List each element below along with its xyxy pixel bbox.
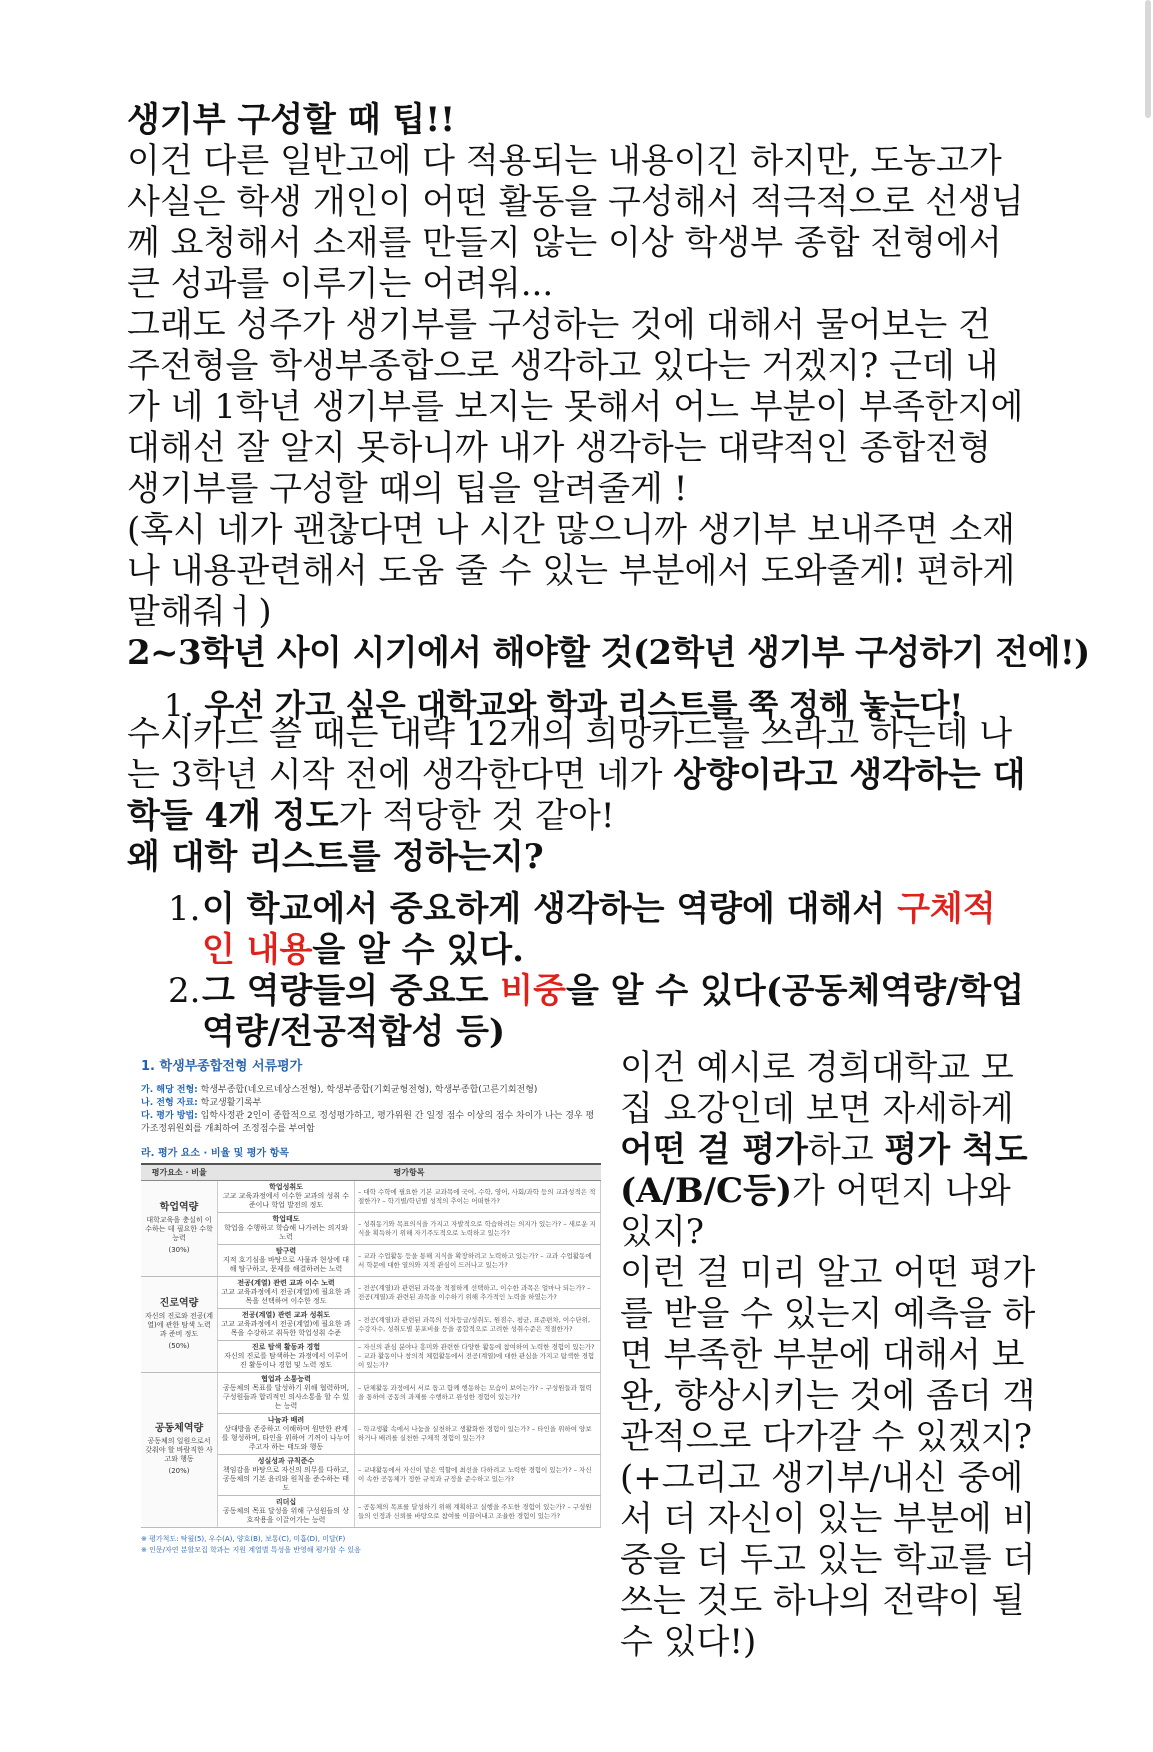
item-cell: 학업성취도 고교 교육과정에서 이수한 교과의 성취 수준이나 학업 발전의 정도 [218, 1181, 355, 1213]
area-cell: 진로역량 자신의 진로와 전공(계열)에 관한 탐색 노력과 준비 정도 (50%) [141, 1277, 218, 1373]
step-1-text: 우선 가고 싶은 대학교와 학과 리스트를 쭉 정해 놓는다! [204, 688, 964, 724]
table-row [141, 1181, 601, 1213]
card-text-after: 가 적당한 것 같아! [338, 796, 615, 836]
document-body [127, 100, 1090, 878]
desc-cell: – 교내활동에서 자신이 맡은 역할에 최선을 다하려고 노력한 경험이 있는가? – 자신이 속한 공동체가 정한 규칙과 규정을 준수하고 있는가? [355, 1455, 601, 1496]
scan-title: 1. 학생부종합전형 서류평가 [141, 1059, 303, 1074]
step-1 [164, 686, 963, 726]
col-items: 평가항목 [218, 1164, 601, 1181]
scan-footnote: ※ 평가척도: 탁월(5), 우수(A), 양호(B), 보통(C), 미흡(D), 미달(F) [141, 1535, 346, 1543]
card-paragraph [127, 714, 1027, 837]
desc-cell: – 자신의 관심 분야나 흥미와 관련한 다양한 활동에 참여하여 노력한 경험이 있는가? – 교과 활동이나 창의적 체험활동에서 전공(계열)에 대한 관심을 가지고 탐색한 경험이 있는가? [355, 1341, 601, 1373]
reason-highlight: 구체적인 내용 [202, 889, 996, 970]
table-row [141, 1373, 601, 1414]
desc-cell: – 성취동기와 목표의식을 가지고 자발적으로 학습하려는 의지가 있는가? – 새로운 지식을 획득하기 위해 자기주도적으로 노력하고 있는가? [355, 1213, 601, 1245]
section-heading: 2~3학년 사이 시기에서 해야할 것(2학년 생기부 구성하기 전에!) [127, 633, 1090, 673]
table-row [141, 1277, 601, 1309]
evaluation-table [141, 1163, 601, 1528]
desc-cell: – 학교생활 속에서 나눔을 실천하고 생활화한 경험이 있는가? – 타인을 위하여 양보하거나 배려를 실천한 구체적 경험이 있는가? [355, 1414, 601, 1455]
desc-cell: – 전공(계열)과 관련된 과목을 적절하게 선택하고, 이수한 과목은 얼마나 되는가? – 전공(계열)과 관련된 과목을 이수하기 위해 추가적인 노력을 하였는가? [355, 1277, 601, 1309]
reason-number: 1. [168, 889, 201, 929]
intro-paragraph-2: 그래도 성주가 생기부를 구성하는 것에 대해서 물어보는 건 주전형을 학생부종합으로 생각하고 있다는 거겠지? 근데 내가 네 1학년 생기부를 보지는 못해서 어느 부분이 부족한지에 대해선 잘 알지 못하니까 내가 생각하는 대략적인 종합전형 생기부를 구성할 때의 팁을 알려줄게 ! [127, 305, 1024, 509]
item-cell: 리더십 공동체의 목표 달성을 위해 구성원들의 상호작용을 이끌어가는 능력 [218, 1496, 355, 1528]
area-cell: 학업역량 대학교육을 충실히 이수하는 데 필요한 수학 능력 (30%) [141, 1181, 218, 1277]
item-cell: 학업태도 학업을 수행하고 학습해 나가려는 의지와 노력 [218, 1213, 355, 1245]
item-cell: 전공(계열) 관련 교과 이수 노력 고교 교육과정에서 전공(계열)에 필요한 과목을 선택하여 이수한 정도 [218, 1277, 355, 1309]
side-paragraph-1: 이건 예시로 경희대학교 모집 요강인데 보면 자세하게 어떤 걸 평가하고 평가 척도(A/B/C등)가 어떤지 나와있지? [620, 1048, 1028, 1252]
desc-cell: – 교과 수업활동 등을 통해 지식을 확장하려고 노력하고 있는가? – 교과 수업활동에서 학문에 대한 열의와 지적 관심이 드러나고 있는가? [355, 1245, 601, 1277]
desc-cell: – 단체활동 과정에서 서로 돕고 함께 행동하는 모습이 보이는가? – 구성원들과 협력을 통하여 공동의 과제를 수행하고 완성한 경험이 있는가? [355, 1373, 601, 1414]
scan-line: 나. 전형 자료: 학교생활기록부 [141, 1098, 262, 1108]
item-cell: 협업과 소통능력 공동체의 목표를 달성하기 위해 협력하며, 구성원들과 합리적인 의사소통을 할 수 있는 능력 [218, 1373, 355, 1414]
reason-text-end: 을 알 수 있다. [312, 930, 524, 970]
side-notes [620, 1048, 1040, 1663]
item-cell: 진로 탐색 활동과 경험 자신의 진로를 탐색하는 과정에서 이루어진 활동이나 경험 및 노력 정도 [218, 1341, 355, 1373]
card-text-bold: 상향이라고 생각하는 대학들 4개 정도 [127, 755, 1026, 836]
item-cell: 성실성과 규칙준수 책임감을 바탕으로 자신의 의무를 다하고, 공동체의 기본 윤리와 원칙을 준수하는 태도 [218, 1455, 355, 1496]
scan-line: 가. 해당 전형: 학생부종합(네오르네상스전형), 학생부종합(기회균형전형), 학생부종합(고른기회전형) [141, 1085, 538, 1095]
admission-guide-image [141, 1055, 601, 1650]
scan-line: 다. 평가 방법: 입학사정관 2인이 종합적으로 정성평가하고, 평가위원 간 일정 점수 이상의 점수 차이가 나는 경우 평가조정위원회를 개최하여 조정점수를 부여함 [141, 1111, 595, 1134]
reason-text: 이 학교에서 중요하게 생각하는 역량에 대해서 [202, 889, 898, 929]
step-1-number: 1. [164, 688, 194, 724]
reason-highlight: 비중 [500, 971, 566, 1011]
reason-text: 그 역량들의 중요도 [202, 971, 501, 1011]
reasons-list [168, 889, 1028, 1053]
desc-cell: – 대학 수학에 필요한 기본 교과목에 국어, 수학, 영어, 사회/과학 등의 교과성적은 적절한가? – 학기별/학년별 성적의 추이는 어떠한가? [355, 1181, 601, 1213]
item-cell: 탐구력 지적 호기심을 바탕으로 사물과 현상에 대해 탐구하고, 문제를 해결하려는 노력 [218, 1245, 355, 1277]
side-paragraph-2: 이런 걸 미리 알고 어떤 평가를 받을 수 있는지 예측을 하면 부족한 부분에 대해서 보완, 향상시키는 것에 좀더 객관적으로 다가갈 수 있겠지? [620, 1253, 1036, 1457]
reason-number: 2. [168, 971, 201, 1011]
intro-paragraph-1: 이건 다른 일반고에 다 적용되는 내용이긴 하지만, 도농고가 사실은 학생 개인이 어떤 활동을 구성해서 적극적으로 선생님께 요청해서 소재를 만들지 않는 이상 학생부 종합 전형에서 큰 성과를 이루기는 어려워... [127, 141, 1024, 304]
card-text-before: 수시카드 쓸 때는 대략 12개의 희망카드를 쓰라고 하는데 나는 3학년 시작 전에 생각한다면 네가 [127, 714, 1013, 795]
why-heading: 왜 대학 리스트를 정하는지? [127, 837, 544, 877]
side-paragraph-3: (+그리고 생기부/내신 중에서 더 자신이 있는 부분에 비중을 더 두고 있는 학교를 더 쓰는 것도 하나의 전략이 될 수 있다!) [620, 1458, 1036, 1662]
page-title: 생기부 구성할 때 팁!! [127, 100, 456, 140]
item-cell: 전공(계열) 관련 교과 성취도 고교 교육과정에서 전공(계열)에 필요한 과목을 수강하고 취득한 학업성취 수준 [218, 1309, 355, 1341]
intro-paragraph-3: (혹시 네가 괜찮다면 나 시간 많으니까 생기부 보내주면 소재나 내용관련해서 도움 줄 수 있는 부분에서 도와줄게! 편하게 말해줘ㅓ) [127, 510, 1016, 632]
area-cell: 공동체역량 공동체의 일원으로서 갖춰야 할 바람직한 사고와 행동 (20%) [141, 1373, 218, 1528]
desc-cell: – 전공(계열)과 관련된 과목의 석차등급/성취도, 원점수, 평균, 표준편차, 이수단위, 수강자수, 성취도별 분포비율 등을 종합적으로 고려한 성취수준은 적절한가? [355, 1309, 601, 1341]
reason-text-end: 을 알 수 있다(공동체역량/학업역량/전공적합성 등) [202, 971, 1025, 1052]
col-area: 평가요소 · 비율 [141, 1164, 218, 1181]
reason-item [168, 971, 1028, 1053]
scan-subhead: 라. 평가 요소 · 비율 및 평가 항목 [141, 1148, 289, 1159]
reason-item [168, 889, 1028, 971]
item-cell: 나눔과 배려 상대방을 존중하고 이해하며 원만한 관계를 형성하며, 타인을 위하여 기꺼이 나누어 주고자 하는 태도와 행동 [218, 1414, 355, 1455]
scan-footnote: ※ 인문/자연 분할모집 학과는 지원 계열별 특성을 반영해 평가할 수 있음 [141, 1546, 361, 1554]
scrollbar[interactable] [1145, 0, 1151, 118]
desc-cell: – 공동체의 목표를 달성하기 위해 계획하고 실행을 주도한 경험이 있는가? – 구성원들의 인정과 신뢰를 바탕으로 참여를 이끌어내고 조율한 경험이 있는가? [355, 1496, 601, 1528]
